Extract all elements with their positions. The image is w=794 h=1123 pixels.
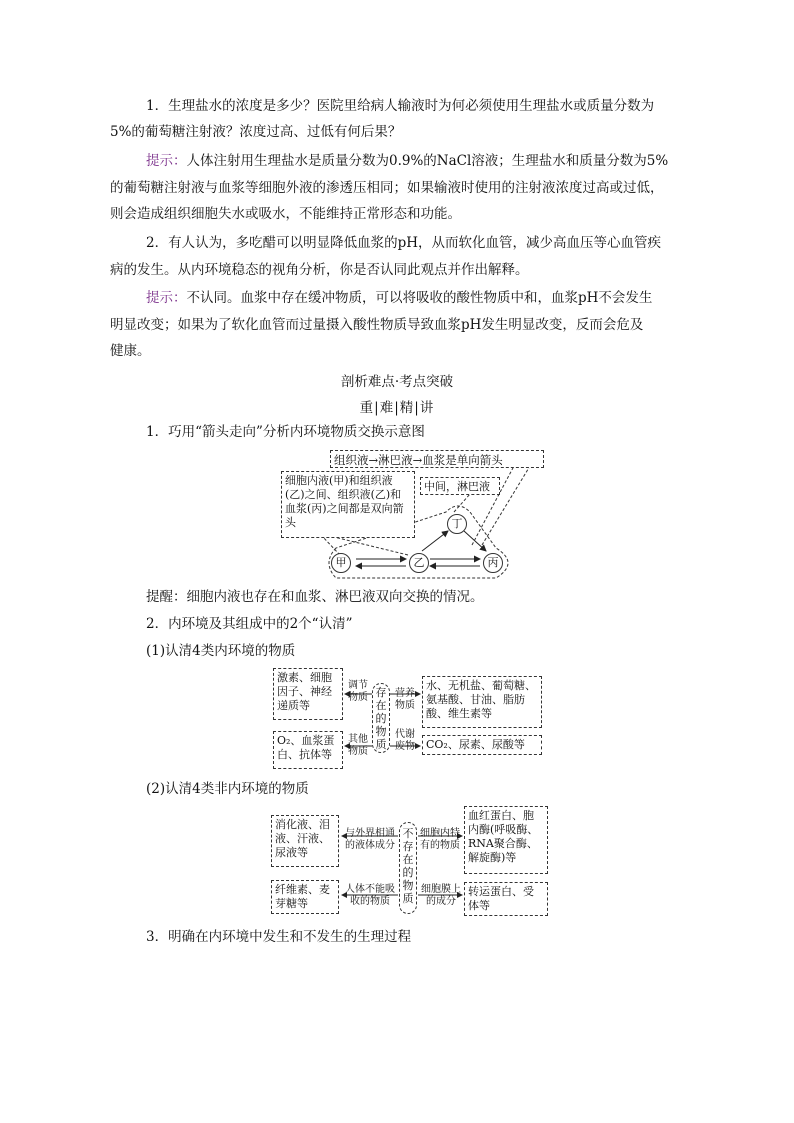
node-ding: 丁 [447,514,467,534]
nutrients-box: 水、无机盐、葡萄糖、氨基酸、甘油、脂肪酸、维生素等 [422,676,542,728]
reminder-text: 提醒：细胞内液也存在和血浆、淋巴液双向交换的情况。 [146,589,484,605]
hint-label: 提示： [146,153,187,169]
node-jia: 甲 [331,553,351,573]
label-external: 与外界相通的液体成分 [345,828,395,851]
two-way-arrow-note: 细胞内液(甲)和组织液(乙)之间、组织液(乙)和血浆(丙)之间都是双向箭头 [281,471,415,538]
answer-2-line-2: 明显改变；如果为了软化血管而过量摄入酸性物质导致血浆pH发生明显改变，反而会危及 [110,317,644,333]
waste-box: CO₂、尿素、尿酸等 [422,735,542,755]
answer-2-line-3: 健康。 [110,343,151,359]
node-bing: 丙 [483,553,503,573]
section-title: 剖析难点·考点突破 [340,374,454,390]
answer-1-line-2: 的葡萄糖注射液与血浆等细胞外液的渗透压相同；如果输液时使用的注射液浓度过高或过低， [110,180,664,196]
label-other: 其他物质 [348,734,368,757]
membrane-box: 转运蛋白、受体等 [464,882,548,916]
label-regulatory: 调节物质 [348,680,368,703]
unabsorbable-box: 纤维素、麦芽糖等 [271,880,339,914]
secretion-fluids-box: 消化液、泪液、汗液、尿液等 [271,815,339,867]
label-nutrients: 营养物质 [395,688,415,711]
hint-label: 提示： [146,290,187,306]
question-2-line-1: 2．有人认为，多吃醋可以明显降低血浆的pH，从而软化血管，减少高血压等心血管疾 [146,235,662,251]
node-yi: 乙 [409,553,429,573]
center-existing-substances: 存在的物质 [372,683,390,753]
intracellular-box: 血红蛋白、胞内酶(呼吸酶、RNA聚合酶、解旋酶)等 [464,806,548,874]
point-2-1-title: (1)认清4类内环境的物质 [146,643,296,659]
label-membrane: 细胞膜上的成分 [421,884,461,907]
point-2-title: 2．内环境及其组成中的2个“认清” [146,616,353,632]
point-1-title: 1．巧用“箭头走向”分析内环境物质交换示意图 [146,424,425,440]
one-way-arrow-note: 组织液→淋巴液→血浆是单向箭头 [330,450,544,468]
answer-1-line-3: 则会造成组织细胞失水或吸水，不能维持正常形态和功能。 [110,206,461,222]
lymph-middle-note: 中间，淋巴液 [420,477,500,495]
answer-1-text: 人体注射用生理盐水是质量分数为0.9%的NaCl溶液；生理盐水和质量分数为5% [186,153,669,169]
point-2-2-title: (2)认清4类非内环境的物质 [146,781,309,797]
label-unabsorbable: 人体不能吸收的物质 [345,884,395,907]
question-2-line-2: 病的发生。从内环境稳态的视角分析，你是否认同此观点并作出解释。 [110,262,529,278]
other-substances-box: O₂、血浆蛋白、抗体等 [273,731,343,769]
answer-2-text: 不认同。血浆中存在缓冲物质，可以将吸收的酸性物质中和，血浆pH不会发生 [186,290,653,306]
question-1-line-2: 5%的葡萄糖注射液？浓度过高、过低有何后果？ [110,124,402,140]
point-3-title: 3．明确在内环境中发生和不发生的生理过程 [146,929,412,945]
label-intracellular: 细胞内特有的物质 [420,828,460,851]
regulatory-substances-box: 激素、细胞因子、神经递质等 [273,668,343,720]
center-non-existing-substances: 不存在的物质 [399,822,417,914]
label-metabolic-waste: 代谢废物 [395,729,415,752]
subsection-title: 重|难|精|讲 [359,400,435,416]
question-1-line-1: 1．生理盐水的浓度是多少？医院里给病人输液时为何必须使用生理盐水或质量分数为 [146,98,655,114]
